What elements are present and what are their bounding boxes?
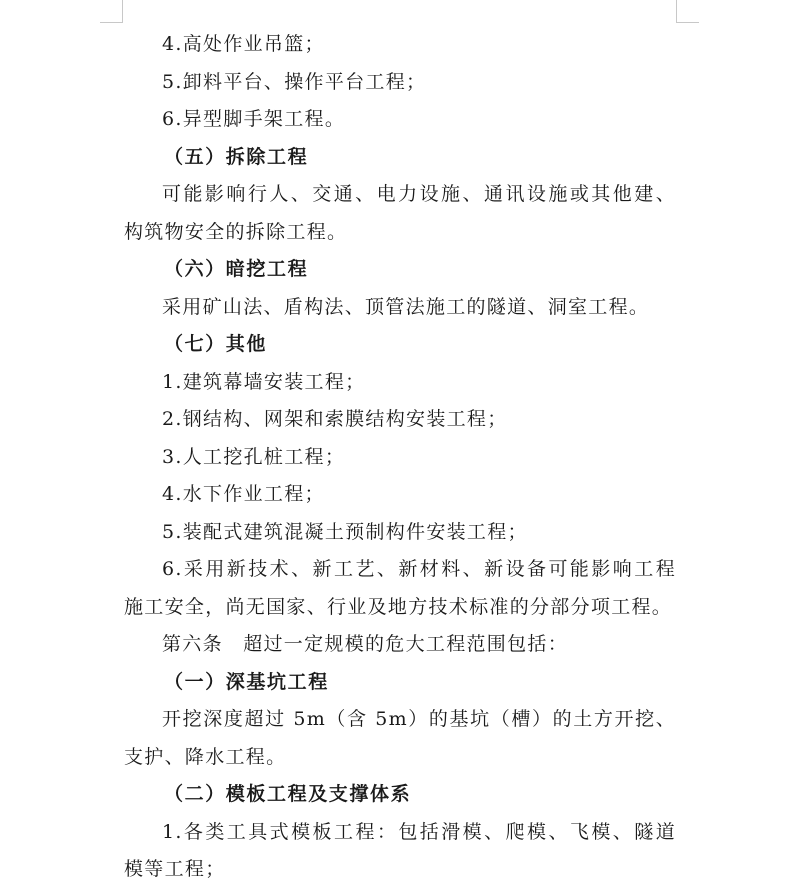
list-item: 5.卸料平台、操作平台工程； [162,70,427,93]
list-item: 4.高处作业吊篮； [162,33,325,55]
list-item: 6.异型脚手架工程。 [162,108,346,130]
paragraph-line: 开挖深度超过 5m（含 5m）的基坑（槽）的土方开挖、 [162,708,676,730]
paragraph-line: 支护、降水工程。 [124,745,287,768]
section-heading: （五）拆除工程 [164,145,309,168]
crop-mark-top-right [676,0,699,23]
paragraph-line: 1.各类工具式模板工程：包括滑模、爬模、飞模、隧道 [162,820,676,843]
document-body [124,26,676,889]
paragraph-line: 施工安全，尚无国家、行业及地方技术标准的分部分项工程。 [124,595,673,618]
list-item: 2.钢结构、网架和索膜结构安装工程； [162,408,508,430]
paragraph-line: 6.采用新技术、新工艺、新材料、新设备可能影响工程 [162,558,676,580]
section-heading: （二）模板工程及支撑体系 [164,783,412,805]
crop-mark-top-left [100,0,123,23]
article-line: 第六条 超过一定规模的危大工程范围包括： [162,633,569,655]
section-heading: （六）暗挖工程 [164,258,309,280]
paragraph-line: 模等工程； [124,858,226,880]
paragraph-line: 可能影响行人、交通、电力设施、通讯设施或其他建、 [162,183,676,205]
list-item: 1.建筑幕墙安装工程； [162,370,366,393]
list-item: 4.水下作业工程； [162,483,325,505]
list-item: 5.装配式建筑混凝土预制构件安装工程； [162,520,528,543]
paragraph-line: 构筑物安全的拆除工程。 [124,220,348,243]
section-heading: （一）深基坑工程 [164,670,329,693]
list-item: 3.人工挖孔桩工程； [162,445,346,468]
section-heading: （七）其他 [164,333,268,355]
paragraph-line: 采用矿山法、盾构法、顶管法施工的隧道、洞室工程。 [162,295,650,318]
